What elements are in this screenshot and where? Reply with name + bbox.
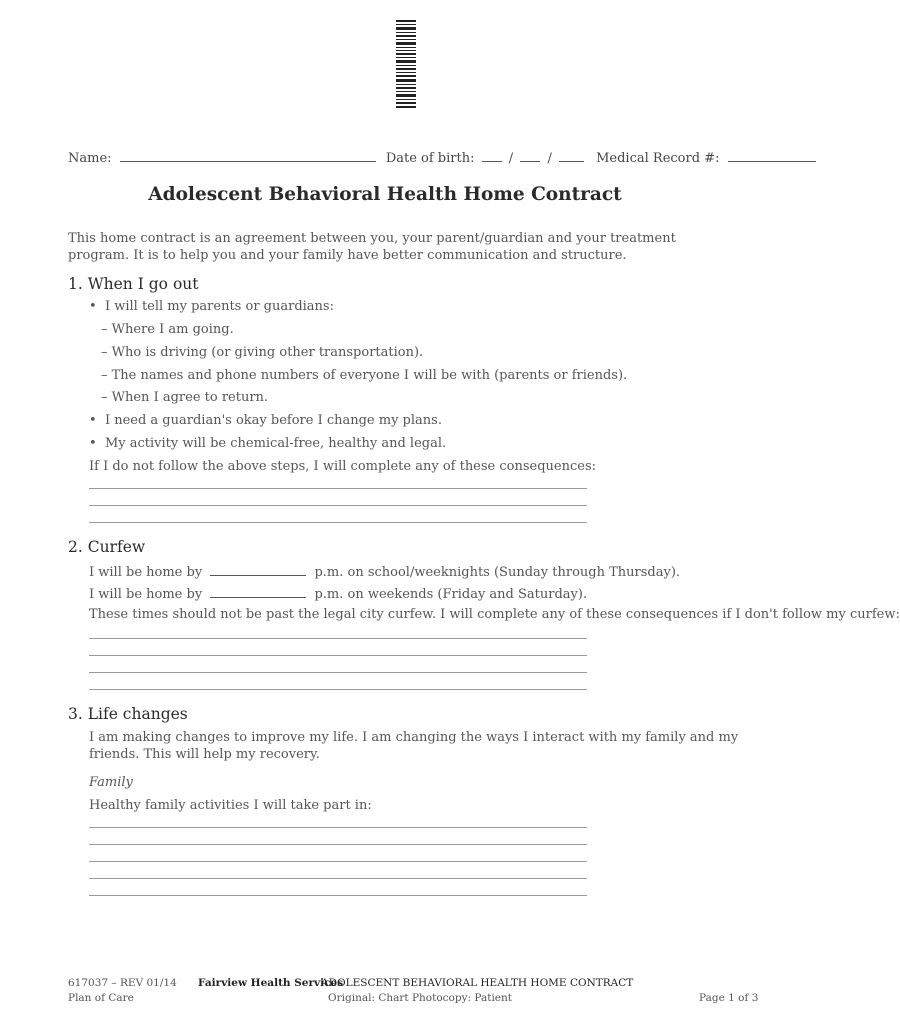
dob-month-field[interactable] <box>482 149 502 162</box>
document-title: Adolescent Behavioral Health Home Contract <box>148 184 622 205</box>
write-in-line[interactable] <box>89 689 587 690</box>
write-in-line[interactable] <box>89 895 587 896</box>
curfew-label: I will be home by <box>89 565 203 580</box>
patient-header <box>68 149 816 166</box>
section-1-consequence-label: If I do not follow the above steps, I will complete any of these consequences: <box>89 459 597 474</box>
intro-paragraph: This home contract is an agreement between you, your parent/guardian and your treatment program. It is to help you and your family have better communication and structure. <box>68 231 676 263</box>
write-in-line[interactable] <box>89 827 587 828</box>
bullet-icon: • <box>89 413 97 428</box>
section-3-heading: 3. Life changes <box>68 705 188 723</box>
bullet-text: My activity will be chemical-free, healthy and legal. <box>104 436 447 451</box>
write-in-line[interactable] <box>89 878 587 879</box>
page-number: Page 1 of 3 <box>699 992 759 1004</box>
weeknight-curfew-field[interactable] <box>210 563 306 576</box>
weekend-curfew-field[interactable] <box>210 585 306 598</box>
write-in-line[interactable] <box>89 488 587 489</box>
section-2-heading: 2. Curfew <box>68 538 146 556</box>
curfew-label: I will be home by <box>89 587 203 602</box>
form-type: Plan of Care <box>68 992 134 1004</box>
distribution-note: Original: Chart Photocopy: Patient <box>328 992 513 1004</box>
sub-item-contacts: – The names and phone numbers of everyone I will be with (parents or friends). <box>101 368 628 383</box>
curfew-detail: p.m. on school/weeknights (Sunday through Thursday). <box>314 565 681 580</box>
curfew-detail: p.m. on weekends (Friday and Saturday). <box>314 587 588 602</box>
sub-item-driver: – Who is driving (or giving other transportation). <box>101 345 424 360</box>
dob-year-field[interactable] <box>559 149 584 162</box>
sub-item-return: – When I agree to return. <box>101 390 269 405</box>
curfew-note: These times should not be past the legal city curfew. I will complete any of these consequences if I don't follow my curfew: <box>89 607 900 622</box>
barcode <box>396 20 416 108</box>
family-subheading: Family <box>89 775 133 790</box>
dob-separator-1: / <box>508 151 514 166</box>
dob-separator-2: / <box>547 151 552 166</box>
section-1-bullet-2 <box>89 413 442 428</box>
section-1-heading: 1. When I go out <box>68 275 199 293</box>
footer-doc-title: ADOLESCENT BEHAVIORAL HEALTH HOME CONTRACT <box>321 977 634 989</box>
name-field[interactable] <box>120 149 376 162</box>
section-1-bullet-3 <box>89 436 446 451</box>
bullet-icon: • <box>89 436 97 451</box>
name-label: Name: <box>68 151 112 166</box>
write-in-line[interactable] <box>89 844 587 845</box>
dob-day-field[interactable] <box>520 149 540 162</box>
bullet-icon: • <box>89 299 97 314</box>
medical-record-field[interactable] <box>728 149 816 162</box>
bullet-text: I need a guardian's okay before I change my plans. <box>104 413 442 428</box>
sub-item-where: – Where I am going. <box>101 322 234 337</box>
bullet-text: I will tell my parents or guardians: <box>104 299 334 314</box>
curfew-weeknight-line <box>89 563 680 580</box>
form-number: 617037 – REV 01/14 <box>68 977 177 989</box>
curfew-weekend-line <box>89 585 587 602</box>
dob-label: Date of birth: <box>385 151 475 166</box>
section-1-bullet-1 <box>89 299 334 314</box>
mrn-label: Medical Record #: <box>596 151 720 166</box>
family-activities-label: Healthy family activities I will take part in: <box>89 798 372 813</box>
write-in-line[interactable] <box>89 672 587 673</box>
write-in-line[interactable] <box>89 505 587 506</box>
write-in-line[interactable] <box>89 522 587 523</box>
write-in-line[interactable] <box>89 638 587 639</box>
life-changes-text: I am making changes to improve my life. I am changing the ways I interact with my family and my friends. This will help my recovery. <box>89 730 739 762</box>
write-in-line[interactable] <box>89 655 587 656</box>
write-in-line[interactable] <box>89 861 587 862</box>
organization-name: Fairview Health Services <box>198 977 344 989</box>
